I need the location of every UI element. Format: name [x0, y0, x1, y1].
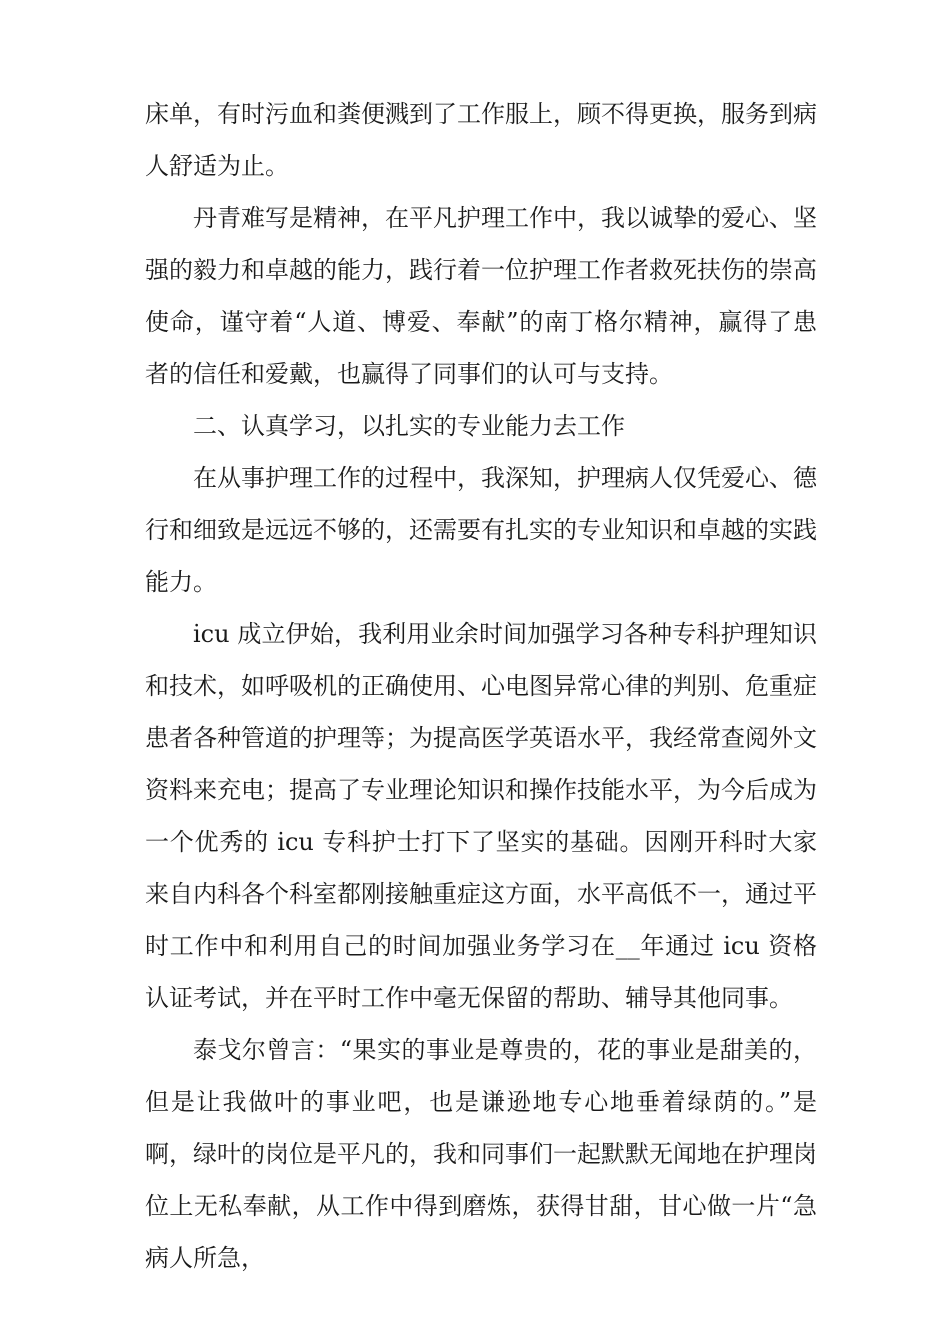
- paragraph-tagore-quote: 泰戈尔曾言：“果实的事业是尊贵的，花的事业是甜美的，但是让我做叶的事业吧，也是谦逊地专心地垂着绿荫的。”是啊，绿叶的岗位是平凡的，我和同事们一起默默无闻地在护理岗位上无私奉献，从工作中得到磨炼，获得甘甜，甘心做一片“急病人所急，: [145, 1036, 817, 1272]
- document-body: [145, 88, 817, 1284]
- paragraph-continuation: 床单，有时污血和粪便溅到了工作服上，顾不得更换，服务到病人舒适为止。: [145, 100, 817, 180]
- paragraph-icu-study: icu 成立伊始，我利用业余时间加强学习各种专科护理知识和技术，如呼吸机的正确使用、心电图异常心律的判别、危重症患者各种管道的护理等；为提高医学英语水平，我经常查阅外文资料来充电；提高了专业理论知识和操作技能水平，为今后成为一个优秀的 icu 专科护士打下了坚实的基础。因刚开科时大家来自内科各个科室都刚接触重症这方面，水平高低不一，通过平时工作中和利用自己的时间加强业务学习在__年通过 icu 资格认证考试，并在平时工作中毫无保留的帮助、辅导其他同事。: [145, 620, 817, 1012]
- section-heading: 二、认真学习，以扎实的专业能力去工作: [193, 412, 625, 440]
- paragraph-knowledge: 在从事护理工作的过程中，我深知，护理病人仅凭爱心、德行和细致是远远不够的，还需要有扎实的专业知识和卓越的实践能力。: [145, 464, 817, 596]
- paragraph-spirit: 丹青难写是精神，在平凡护理工作中，我以诚挚的爱心、坚强的毅力和卓越的能力，践行着一位护理工作者救死扶伤的崇高使命，谨守着“人道、博爱、奉献”的南丁格尔精神，赢得了患者的信任和爱戴，也赢得了同事们的认可与支持。: [145, 204, 817, 388]
